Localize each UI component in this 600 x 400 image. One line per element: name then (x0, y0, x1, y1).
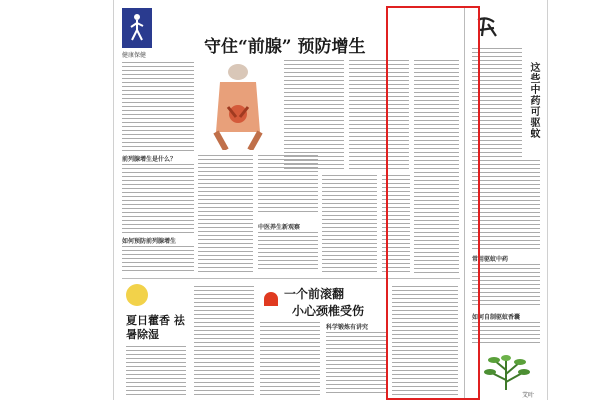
mid-text-4 (258, 155, 318, 215)
headline-left: 夏日藿香 祛暑除湿 (126, 314, 185, 341)
section-mid-2: 科学锻炼有讲究 (326, 324, 369, 331)
section-left-1: 前列腺增生是什么？ (122, 156, 177, 163)
prostate-illustration (198, 62, 278, 150)
column-right-title: 这些中药可驱蚊 (528, 62, 539, 139)
siren-icon (264, 292, 278, 306)
mid-text-5 (258, 232, 318, 272)
highlight-box (386, 6, 480, 400)
mid-text-3 (198, 155, 253, 273)
bottom-mid-text-2 (326, 332, 386, 396)
section-right-2: 如何自制驱蚊香囊 (472, 314, 521, 321)
right-text-4 (472, 322, 540, 346)
headline-mid-1: 一个前滚翻 (284, 287, 345, 301)
right-text-2 (472, 160, 540, 250)
section-right-1: 常用驱蚊中药 (472, 256, 509, 263)
section-mid-1: 中医养生新观察 (258, 224, 301, 231)
cup-icon (126, 284, 148, 306)
headline-mid-2: 小心颈椎受伤 (292, 304, 365, 318)
column-top-left: 健康保健 (122, 52, 147, 59)
runner-icon (128, 12, 146, 42)
mid-text-1 (284, 60, 344, 170)
left-column-text-3 (122, 246, 194, 274)
mid-text-6 (322, 175, 377, 273)
newspaper-page (113, 0, 548, 400)
left-column-text-2 (122, 164, 194, 234)
bottom-left-text-2 (126, 346, 186, 396)
left-column-text (122, 62, 194, 152)
right-text-3 (472, 264, 540, 308)
caption-plant: 艾叶 (522, 392, 535, 399)
section-left-4: 如何预防前列腺增生 (122, 238, 177, 245)
herb-plant-image (476, 350, 536, 390)
bottom-left-text (194, 286, 254, 396)
headline-main: 守住“前腺” 预防增生 (204, 37, 366, 57)
bottom-mid-text-1 (260, 322, 320, 396)
